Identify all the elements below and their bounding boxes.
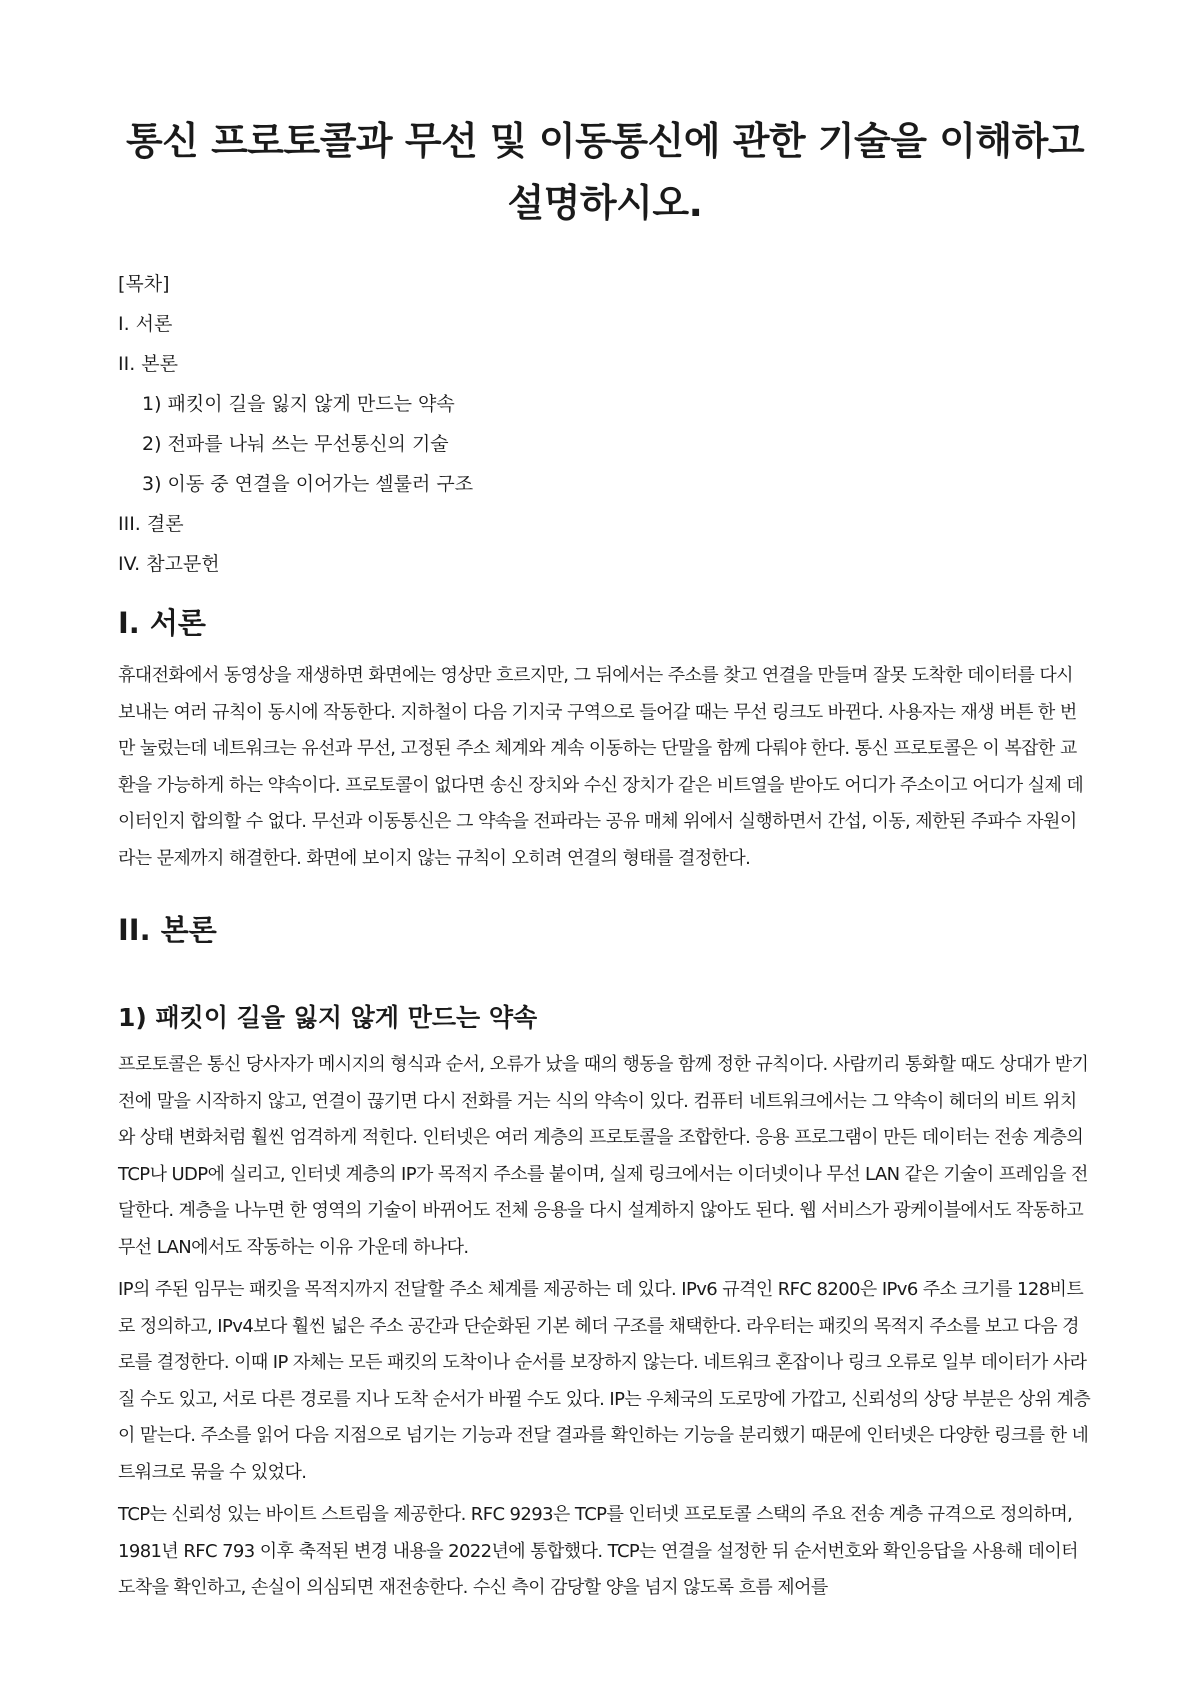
- toc-item-references: IV. 참고문헌: [118, 553, 220, 575]
- introduction-paragraph: 휴대전화에서 동영상을 재생하면 화면에는 영상만 흐르지만, 그 뒤에서는 주소를 찾고 연결을 만들며 잘못 도착한 데이터를 다시 보내는 여러 규칙이 동시에 작동한다. 지하철이 다음 기지국 구역으로 들어갈 때는 무선 링크도 바뀐다. 사용자는 재생 버튼 한 번만 눌렀는데 네트워크는 유선과 무선, 고정된 주소 체계와 계속 이동하는 단말을 함께 다뤄야 한다. 통신 프로토콜은 이 복잡한 교환을 가능하게 하는 약속이다. 프로토콜이 없다면 송신 장치와 수신 장치가 같은 비트열을 받아도 어디가 주소이고 어디가 실제 데이터인지 합의할 수 없다. 무선과 이동통신은 그 약속을 전파라는 공유 매체 위에서 실행하면서 간섭, 이동, 제한된 주파수 자원이라는 문제까지 해결한다. 화면에 보이지 않는 규칙이 오히려 연결의 형태를 결정한다.: [118, 665, 1084, 869]
- spacer: [118, 965, 1092, 999]
- body-paragraph-1: 프로토콜은 통신 당사자가 메시지의 형식과 순서, 오류가 났을 때의 행동을 함께 정한 규칙이다. 사람끼리 통화할 때도 상대가 받기 전에 말을 시작하지 않고, 연결이 끊기면 다시 전화를 거는 식의 약속이 있다. 컴퓨터 네트워크에서는 그 약속이 헤더의 비트 위치와 상태 변화처럼 훨씬 엄격하게 적힌다. 인터넷은 여러 계층의 프로토콜을 조합한다. 응용 프로그램이 만든 데이터는 전송 계층의 TCP나 UDP에 실리고, 인터넷 계층의 IP가 목적지 주소를 붙이며, 실제 링크에서는 이더넷이나 무선 LAN 같은 기술이 프레임을 전달한다. 계층을 나누면 한 영역의 기술이 바뀌어도 전체 응용을 다시 설계하지 않아도 된다. 웹 서비스가 광케이블에서도 작동하고 무선 LAN에서도 작동하는 이유 가운데 하나다.: [118, 1054, 1089, 1258]
- introduction-heading: I. 서론: [118, 606, 206, 640]
- table-of-contents: [118, 264, 1092, 584]
- toc-item-body-3: 3) 이동 중 연결을 이어가는 셀룰러 구조: [142, 473, 474, 495]
- body-subsection-1-heading: 1) 패킷이 길을 잃지 않게 만드는 약속: [118, 1003, 538, 1032]
- body-section: [118, 909, 1092, 1607]
- toc-item-introduction: I. 서론: [118, 313, 173, 335]
- toc-item-body-1: 1) 패킷이 길을 잃지 않게 만드는 약속: [142, 393, 455, 415]
- body-heading: II. 본론: [118, 913, 217, 947]
- toc-label: [목차]: [118, 273, 170, 295]
- document-title: 통신 프로토콜과 무선 및 이동통신에 관한 기술을 이해하고 설명하시오.: [125, 119, 1085, 225]
- body-paragraph-3: TCP는 신뢰성 있는 바이트 스트림을 제공한다. RFC 9293은 TCP를 인터넷 프로토콜 스택의 주요 전송 계층 규격으로 정의하며, 1981년 RFC 793 이후 축적된 변경 내용을 2022년에 통합했다. TCP는 연결을 설정한 뒤 순서번호와 확인응답을 사용해 데이터 도착을 확인하고, 손실이 의심되면 재전송한다. 수신 측이 감당할 양을 넘지 않도록 흐름 제어를: [118, 1504, 1078, 1598]
- introduction-section: [118, 602, 1092, 877]
- spacer: [118, 883, 1092, 909]
- toc-item-body-2: 2) 전파를 나눠 쓰는 무선통신의 기술: [142, 433, 449, 455]
- body-paragraph-2: IP의 주된 임무는 패킷을 목적지까지 전달할 주소 체계를 제공하는 데 있다. IPv6 규격인 RFC 8200은 IPv6 주소 크기를 128비트로 정의하고, IPv4보다 훨씬 넓은 주소 공간과 단순화된 기본 헤더 구조를 채택한다. 라우터는 패킷의 목적지 주소를 보고 다음 경로를 결정한다. 이때 IP 자체는 모든 패킷의 도착이나 순서를 보장하지 않는다. 네트워크 혼잡이나 링크 오류로 일부 데이터가 사라질 수도 있고, 서로 다른 경로를 지나 도착 순서가 바뀔 수도 있다. IP는 우체국의 도로망에 가깝고, 신뢰성의 상당 부분은 상위 계층이 맡는다. 주소를 읽어 다음 지점으로 넘기는 기능과 전달 결과를 확인하는 기능을 분리했기 때문에 인터넷은 다양한 링크를 한 네트워크로 묶을 수 있었다.: [118, 1279, 1091, 1483]
- toc-item-conclusion: III. 결론: [118, 513, 184, 535]
- toc-item-body: II. 본론: [118, 353, 178, 375]
